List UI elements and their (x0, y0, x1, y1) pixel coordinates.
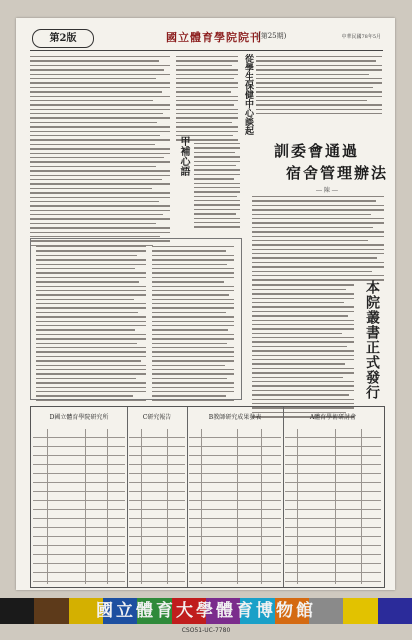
text-block-right-lower (252, 280, 354, 421)
boxed-article-text (36, 246, 146, 404)
table-a (283, 407, 383, 587)
table-d-grid (33, 429, 125, 584)
main-headline-line1: 訓委會通過 (274, 142, 360, 160)
museum-watermark: 國立體育大學體育博物館 (96, 601, 316, 621)
article-1-title: 從學生保健中心談起 (243, 54, 253, 135)
header-rule (30, 50, 383, 51)
masthead-title: 國立體育學院院刊 (166, 31, 262, 44)
table-c-title: C研究報告 (142, 414, 172, 421)
text-block-headline-article (252, 196, 384, 284)
boxed-article-text-right (152, 246, 234, 404)
byline: ― 陳 ― (316, 187, 338, 194)
issue-number: (第25期) (258, 32, 287, 40)
table-a-title: A體育學術研討會 (309, 414, 357, 421)
table-c-grid (129, 429, 185, 584)
table-c (127, 407, 188, 587)
dateline: 中華民國78年5月 (341, 34, 381, 40)
table-d-title: D國立體育學院研究所 (49, 414, 109, 421)
table-b-title: B教師研究成果發表 (208, 414, 262, 421)
text-block-left-top (30, 56, 170, 249)
archive-code: CSO51-UC-7780 (181, 627, 231, 634)
text-block-middle-top (176, 56, 238, 144)
edition-badge: 第2版 (32, 29, 94, 48)
newspaper-page (16, 18, 395, 590)
side-headline: 本院叢書正式發行 (364, 280, 380, 400)
text-block-middle-mid (194, 143, 240, 231)
table-b (187, 407, 284, 587)
table-a-grid (285, 429, 381, 584)
table-d (31, 407, 128, 587)
table-b-grid (189, 429, 281, 584)
tables-section (30, 406, 385, 588)
article-2-title: 甲補心語 (178, 136, 189, 176)
main-headline-line2: 宿舍管理辦法 (286, 164, 389, 182)
text-block-article-1 (256, 56, 382, 117)
